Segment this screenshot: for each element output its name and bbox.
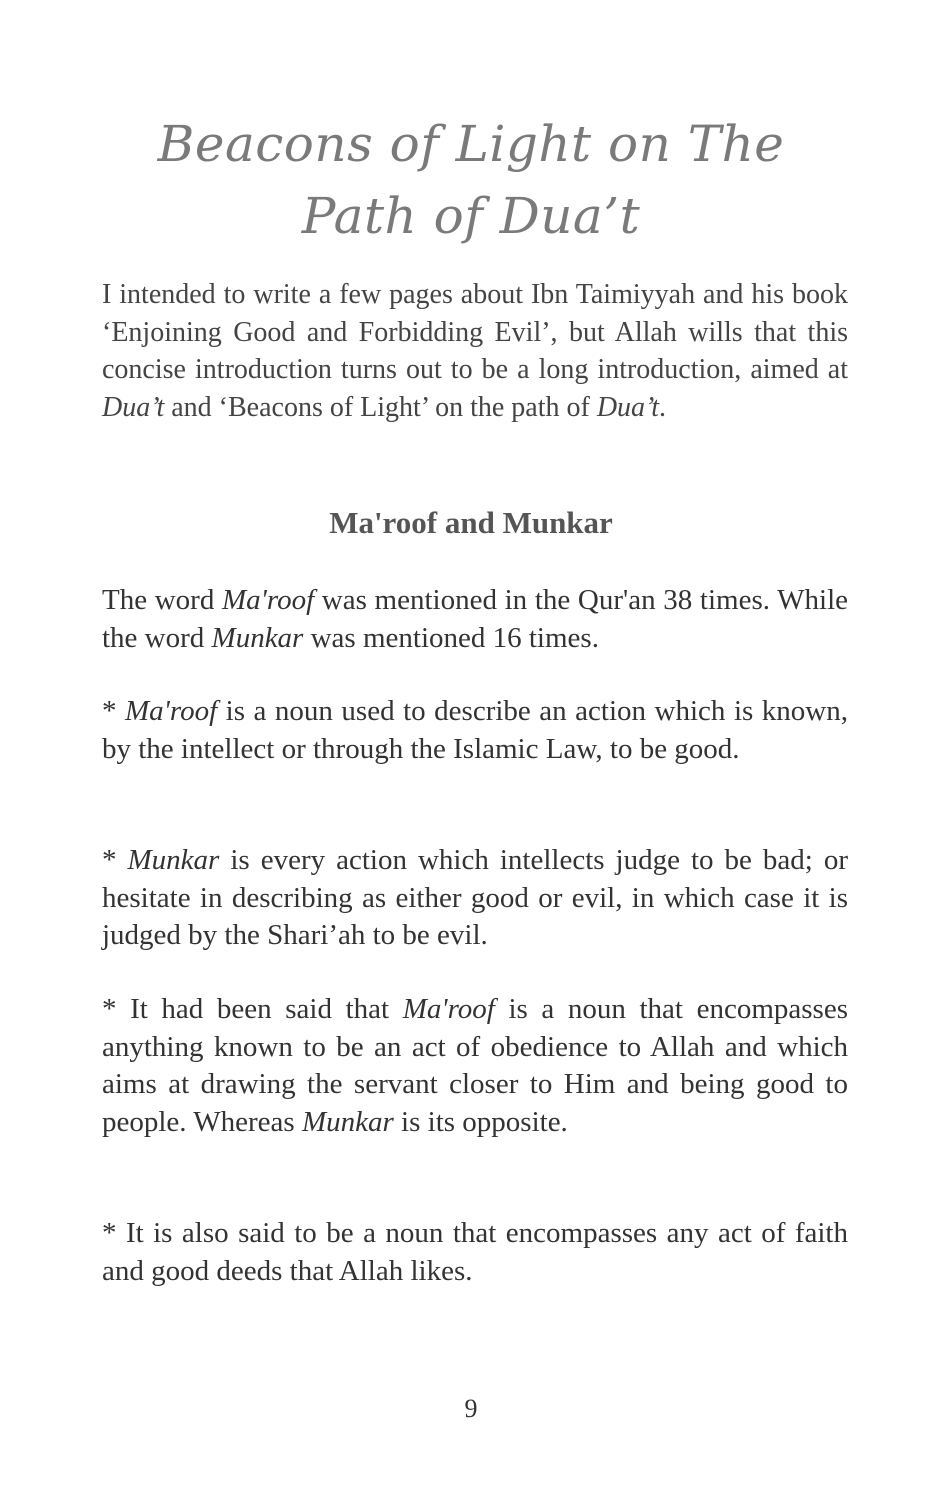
paragraph-munkar-definition [102, 842, 848, 955]
paragraph-emphasis: Ma'roof [222, 584, 315, 616]
intro-emphasis: Dua’t [102, 391, 165, 423]
paragraph-emphasis: Ma'roof [125, 695, 218, 727]
paragraph-text: was mentioned 16 times. [303, 621, 599, 654]
paragraph-text: is a noun used to describe an action which is known, by the intellect or through the Islamic Law, to be good. [102, 695, 848, 765]
intro-text: I intended to write a few pages about Ibn Taimiyyah and his book ‘Enjoining Good and Forbidding Evil’, but Allah wills that this concise introduction turns out to be a long introduction, aimed at [102, 279, 848, 385]
paragraph-maroof-definition [102, 693, 848, 768]
paragraph-faith [102, 1215, 848, 1290]
paragraph-emphasis: Ma'roof [402, 993, 495, 1025]
paragraph-text: * It is also said to be a noun that encompasses any act of faith and good deeds that Allah likes. [102, 1217, 848, 1287]
paragraph-emphasis: Munkar [301, 1105, 394, 1138]
paragraph-text: * It had been said that [102, 993, 403, 1025]
paragraph-text: The word [102, 584, 222, 616]
section-heading: Ma'roof and Munkar [329, 505, 613, 540]
intro-emphasis: Dua’t [596, 391, 660, 423]
paragraph-emphasis: Munkar [127, 844, 220, 876]
intro-text: . [659, 391, 667, 423]
paragraph-text: was mentioned in the Qur'an 38 times. While the word [102, 584, 848, 654]
page-title-line-2: Path of Dua’t [301, 187, 641, 245]
page-title [0, 108, 942, 252]
paragraph-text: is every action which intellects judge to be bad; or hesitate in describing as either good or evil, in which case it is judged by the Shari’ah to be evil. [102, 844, 849, 951]
paragraph-text: * [102, 844, 128, 876]
paragraph-obedience [102, 991, 848, 1141]
paragraph-text: * [102, 695, 126, 727]
page-title-line-1: Beacons of Light on The [157, 115, 785, 173]
paragraph-mentions [102, 582, 848, 657]
paragraph-text: is its opposite. [393, 1105, 568, 1138]
paragraph-text: is a noun that encompasses anything known to be an act of obedience to Allah and which aims at drawing the servant closer to Him and being good to people. Whereas [102, 993, 848, 1138]
paragraph-emphasis: Munkar [211, 621, 304, 654]
intro-paragraph [102, 276, 848, 426]
intro-text: and ‘Beacons of Light’ on the path of [164, 391, 597, 423]
page-number: 9 [464, 1394, 478, 1423]
